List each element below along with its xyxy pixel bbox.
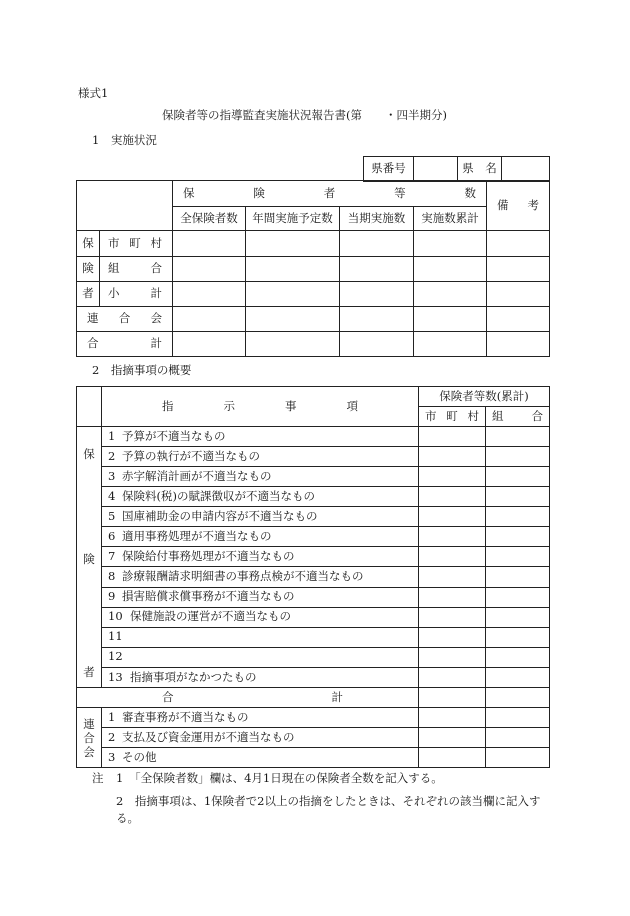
group-header-char: 者 xyxy=(323,185,336,200)
rengokai-item xyxy=(102,748,419,768)
col-all-insurers: 全保険者数 xyxy=(173,207,246,231)
count-kumiai[interactable] xyxy=(486,708,550,728)
count-shichoson[interactable] xyxy=(419,667,486,687)
count-kumiai[interactable] xyxy=(486,607,550,627)
biko-header-char: 備 xyxy=(497,197,509,212)
cell-input[interactable] xyxy=(246,257,340,282)
item-text: 保健施設の運営が不適当なもの xyxy=(130,609,291,624)
item-text: 支払及び資金運用が不適当なもの xyxy=(122,729,295,744)
item-number: 9 xyxy=(108,589,116,604)
note-prefix: 注 xyxy=(92,771,104,785)
group-label-char: 会 xyxy=(83,744,95,759)
note-2-line1: 2 指摘事項は、1保険者で2以上の指摘をしたときは、それぞれの該当欄に記入す xyxy=(116,794,541,808)
total-label-char: 計 xyxy=(331,689,343,704)
hokensha-item xyxy=(102,447,419,467)
row-label-char: 計 xyxy=(150,336,162,351)
section1-heading: 1 実施状況 xyxy=(92,133,157,147)
item-number: 2 xyxy=(108,729,116,744)
hokensha-item xyxy=(102,627,419,647)
item-number: 6 xyxy=(108,529,116,544)
count-shichoson[interactable] xyxy=(419,447,486,467)
item-number: 7 xyxy=(108,549,116,564)
count-kumiai[interactable] xyxy=(486,447,550,467)
blank-header-cell xyxy=(77,181,173,231)
item-number: 13 xyxy=(108,669,123,684)
count-kumiai[interactable] xyxy=(486,507,550,527)
count-shichoson[interactable] xyxy=(419,587,486,607)
hokensha-item xyxy=(102,547,419,567)
row-label-char: 町 xyxy=(129,235,141,250)
items-header-cell xyxy=(102,387,419,427)
item-number: 2 xyxy=(108,448,116,463)
ken-mei-field[interactable] xyxy=(502,157,550,182)
cell-input[interactable] xyxy=(414,231,487,257)
hokensha-item xyxy=(102,527,419,547)
item-text: その他 xyxy=(122,749,157,764)
count-kumiai[interactable] xyxy=(486,748,550,768)
cell-input[interactable] xyxy=(487,231,550,257)
item-text: 審査事務が不適当なもの xyxy=(122,709,249,724)
hokensha-item xyxy=(102,427,419,447)
count-kumiai[interactable] xyxy=(486,567,550,587)
hokensha-item xyxy=(102,507,419,527)
hokensha-item xyxy=(102,567,419,587)
note-1: 1 「全保険者数」欄は、4月1日現在の保険者全数を記入する。 xyxy=(116,771,443,785)
row-label-char: 村 xyxy=(150,235,162,250)
findings-table xyxy=(76,386,550,768)
count-shichoson[interactable] xyxy=(419,627,486,647)
count-shichoson[interactable] xyxy=(419,607,486,627)
cell-input[interactable] xyxy=(487,257,550,282)
cell-input[interactable] xyxy=(414,332,487,357)
row-label-char: 合 xyxy=(87,336,99,351)
group-label-char: 保 xyxy=(83,447,95,461)
row-label-char: 連 xyxy=(87,311,99,326)
item-number: 3 xyxy=(108,468,116,483)
item-text: 適用事務処理が不適当なもの xyxy=(122,529,272,544)
hokensha-item xyxy=(102,667,419,687)
col-annual-plan: 年間実施予定数 xyxy=(246,207,340,231)
row-label-kumiai xyxy=(100,257,173,282)
total-label-char: 合 xyxy=(162,689,174,704)
items-header-char: 示 xyxy=(223,398,235,413)
document-title: 保険者等の指導監査実施状況報告書(第 ・四半期分) xyxy=(162,108,447,122)
item-text: 予算が不適当なもの xyxy=(122,428,226,443)
count-shichoson[interactable] xyxy=(419,527,486,547)
group-label-char: 合 xyxy=(83,730,95,745)
col-shichoson-char: 村 xyxy=(467,408,479,423)
count-kumiai[interactable] xyxy=(486,427,550,447)
cell-input[interactable] xyxy=(414,282,487,307)
count-shichoson[interactable] xyxy=(419,567,486,587)
item-number: 1 xyxy=(108,428,116,443)
item-text: 国庫補助金の申請内容が不適当なもの xyxy=(122,509,318,524)
count-shichoson[interactable] xyxy=(419,507,486,527)
col-current-period: 当期実施数 xyxy=(340,207,414,231)
cell-input[interactable] xyxy=(173,231,246,257)
hokensha-item xyxy=(102,467,419,487)
item-number: 12 xyxy=(108,649,123,664)
cell-input[interactable] xyxy=(246,282,340,307)
item-text: 赤字解消計画が不適当なもの xyxy=(122,468,272,483)
section2-heading: 2 指摘事項の概要 xyxy=(92,363,192,377)
count-kumiai[interactable] xyxy=(486,547,550,567)
item-text: 指摘事項がなかつたもの xyxy=(130,669,257,684)
count-shichoson[interactable] xyxy=(419,728,486,748)
item-text: 損害賠償求償事務が不適当なもの xyxy=(122,589,295,604)
col-kumiai-char: 合 xyxy=(531,408,543,423)
rengokai-item xyxy=(102,708,419,728)
count-kumiai[interactable] xyxy=(486,627,550,647)
group-header-char: 保 xyxy=(183,185,195,200)
item-number: 4 xyxy=(108,488,116,503)
col-cumulative: 実施数累計 xyxy=(414,207,487,231)
total-kumiai[interactable] xyxy=(486,688,550,708)
items-header-char: 指 xyxy=(162,398,174,413)
item-number: 10 xyxy=(108,609,123,624)
group-label-char: 険 xyxy=(83,552,95,566)
row-label-char: 市 xyxy=(108,235,120,250)
cell-input[interactable] xyxy=(246,231,340,257)
total-row-label xyxy=(77,688,419,708)
group-header-char: 数 xyxy=(464,185,476,200)
count-shichoson[interactable] xyxy=(419,427,486,447)
rengokai-item xyxy=(102,728,419,748)
cell-input[interactable] xyxy=(173,332,246,357)
cell-input[interactable] xyxy=(340,231,414,257)
group-header-cell xyxy=(173,181,487,207)
count-kumiai[interactable] xyxy=(486,467,550,487)
row-label-char: 合 xyxy=(118,311,131,326)
hokensha-item xyxy=(102,647,419,667)
hokensha-item xyxy=(102,607,419,627)
row-label-shokei xyxy=(100,282,173,307)
cell-input[interactable] xyxy=(340,282,414,307)
ken-bango-field[interactable] xyxy=(414,157,458,182)
row-label-gokei xyxy=(77,332,173,357)
cell-input[interactable] xyxy=(246,307,340,332)
col-kumiai xyxy=(486,407,550,427)
count-shichoson[interactable] xyxy=(419,487,486,507)
cell-input[interactable] xyxy=(340,257,414,282)
count-kumiai[interactable] xyxy=(486,487,550,507)
count-header-cell: 保険者等数(累計) xyxy=(419,387,550,407)
biko-header-cell xyxy=(487,181,550,231)
row-label-char: 小 xyxy=(108,286,120,301)
row-label-shichoson xyxy=(100,231,173,257)
item-number: 11 xyxy=(108,629,123,644)
count-shichoson[interactable] xyxy=(419,647,486,667)
row-label-char: 組 xyxy=(108,261,120,276)
items-header-char: 項 xyxy=(346,398,358,413)
count-shichoson[interactable] xyxy=(419,547,486,567)
hokensha-group-label xyxy=(77,427,102,688)
row-label-char: 会 xyxy=(150,311,162,326)
hokensha-item xyxy=(102,487,419,507)
group-label-char: 連 xyxy=(83,716,95,731)
row-label-rengokai xyxy=(77,307,173,332)
cell-input[interactable] xyxy=(340,307,414,332)
row-label-char: 合 xyxy=(150,261,162,276)
ken-bango-label: 県番号 xyxy=(364,157,414,182)
count-kumiai[interactable] xyxy=(486,527,550,547)
cell-input[interactable] xyxy=(173,282,246,307)
count-kumiai[interactable] xyxy=(486,647,550,667)
cell-input[interactable] xyxy=(173,257,246,282)
ken-mei-label: 県 名 xyxy=(458,157,502,182)
count-kumiai[interactable] xyxy=(486,667,550,687)
prefecture-info-table xyxy=(363,156,550,182)
col-shichoson-char: 町 xyxy=(446,408,458,423)
rengokai-group-label xyxy=(77,708,102,768)
hokensha-char-1: 保 xyxy=(77,231,100,257)
item-text: 保険料(税)の賦課徴収が不適当なもの xyxy=(122,488,315,503)
biko-header-char: 考 xyxy=(527,197,539,212)
cell-input[interactable] xyxy=(487,307,550,332)
hokensha-item xyxy=(102,587,419,607)
note-2-line2: る。 xyxy=(116,811,139,825)
item-number: 5 xyxy=(108,509,116,524)
cell-input[interactable] xyxy=(340,332,414,357)
items-header-char: 事 xyxy=(285,398,297,413)
count-shichoson[interactable] xyxy=(419,708,486,728)
cell-input[interactable] xyxy=(173,307,246,332)
group-label-char: 者 xyxy=(83,665,95,679)
col-kumiai-char: 組 xyxy=(492,408,504,423)
form-label: 様式1 xyxy=(78,86,109,100)
total-shichoson[interactable] xyxy=(419,688,486,708)
item-text: 保険給付事務処理が不適当なもの xyxy=(122,549,295,564)
count-kumiai[interactable] xyxy=(486,728,550,748)
blank-header-cell xyxy=(77,387,102,427)
group-header-char: 等 xyxy=(394,185,406,200)
cell-input[interactable] xyxy=(414,307,487,332)
hokensha-char-2: 険 xyxy=(77,257,100,282)
cell-input[interactable] xyxy=(246,332,340,357)
item-text: 予算の執行が不適当なもの xyxy=(122,448,260,463)
count-shichoson[interactable] xyxy=(419,748,486,768)
col-shichoson-char: 市 xyxy=(425,408,437,423)
item-text: 診療報酬請求明細書の事務点検が不適当なもの xyxy=(122,569,364,584)
item-number: 3 xyxy=(108,749,116,764)
cell-input[interactable] xyxy=(414,257,487,282)
row-label-char: 計 xyxy=(150,286,162,301)
count-shichoson[interactable] xyxy=(419,467,486,487)
hokensha-char-3: 者 xyxy=(77,282,100,307)
group-header-char: 険 xyxy=(253,185,265,200)
item-number: 1 xyxy=(108,709,116,724)
cell-input[interactable] xyxy=(487,332,550,357)
item-number: 8 xyxy=(108,569,116,584)
col-shichoson xyxy=(419,407,486,427)
cell-input[interactable] xyxy=(487,282,550,307)
count-kumiai[interactable] xyxy=(486,587,550,607)
implementation-status-table xyxy=(76,180,550,357)
